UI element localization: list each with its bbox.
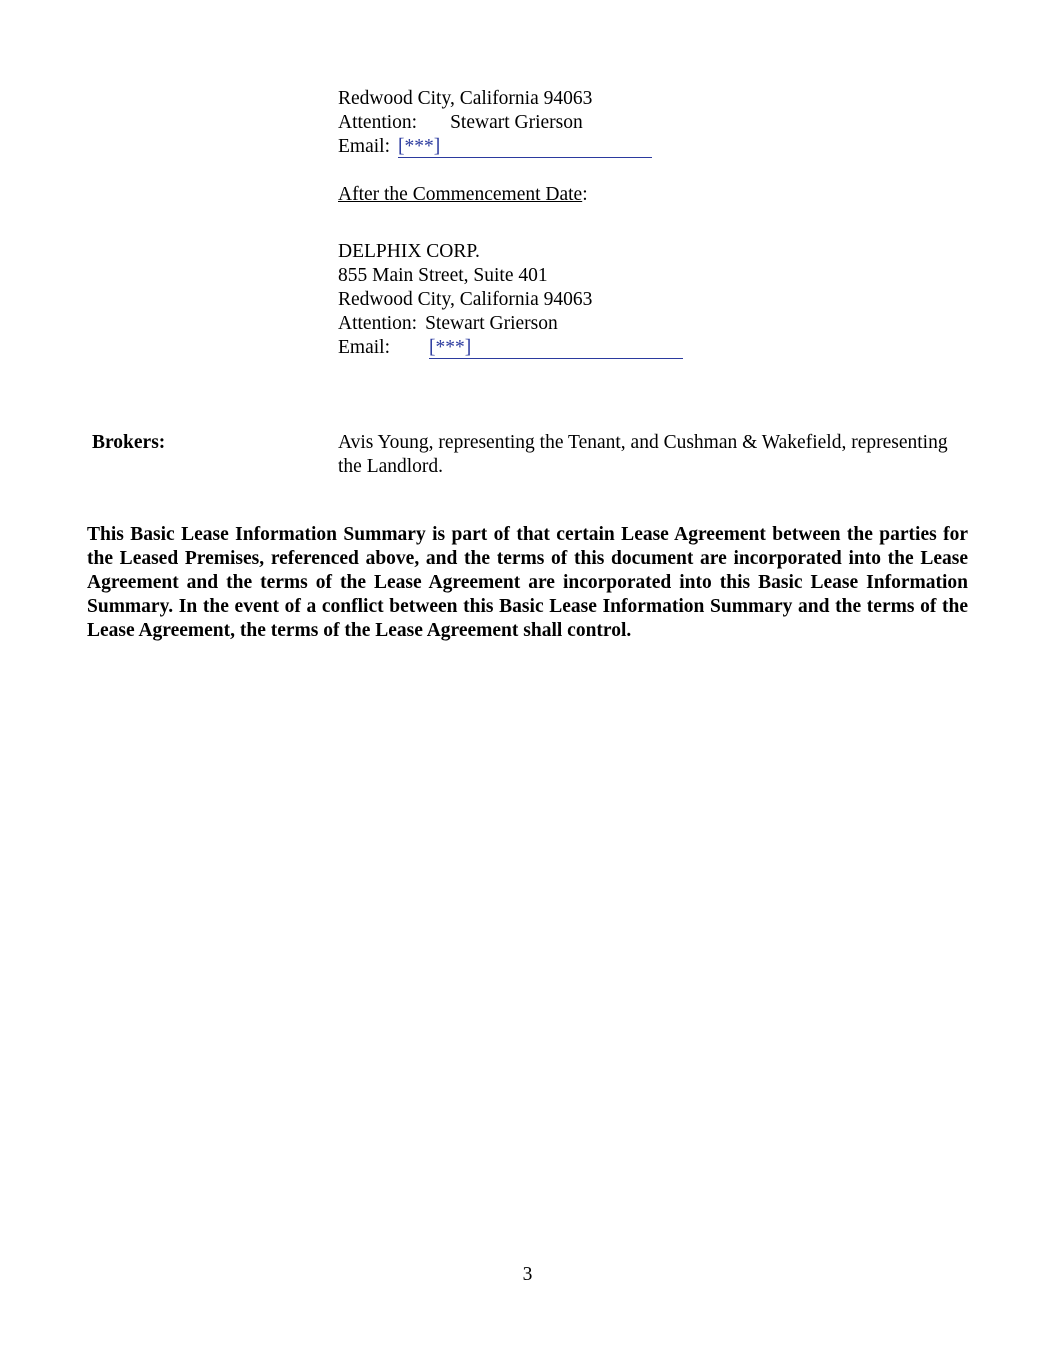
attention-name: Stewart Grierson [425, 313, 558, 334]
brokers-label: Brokers: [92, 432, 166, 453]
page-number: 3 [522, 1264, 533, 1285]
attention-name: Stewart Grierson [450, 112, 583, 133]
email-line [338, 336, 683, 360]
email-line [338, 135, 652, 159]
email-label: Email: [338, 136, 390, 157]
after-commencement-heading: After the Commencement Date [338, 184, 583, 205]
notice-address-after [338, 240, 683, 360]
summary-paragraph: This Basic Lease Information Summary is part of that certain Lease Agreement between the parties for the Leased Premises, referenced above, and the terms of this document are incorporated into the Lease Agreement and the terms of the Lease Agreement are incorporated into this Basic Lease Information Summary. In the event of a conflict between this Basic Lease Information Summary and the terms of the Lease Agreement, the terms of the Lease Agreement shall control. [87, 524, 968, 641]
street-line: 855 Main Street, Suite 401 [338, 265, 548, 286]
email-label: Email: [338, 337, 390, 358]
attention-line [338, 111, 652, 135]
heading-colon: : [582, 184, 588, 205]
email-link[interactable]: [***] [429, 338, 683, 359]
city-line: Redwood City, California 94063 [338, 289, 593, 310]
company-name: DELPHIX CORP. [338, 241, 480, 262]
email-link[interactable]: [***] [398, 137, 652, 158]
notice-address-before [338, 87, 652, 159]
attention-label: Attention: [338, 313, 418, 334]
after-commencement-heading-row [338, 183, 588, 207]
attention-label: Attention: [338, 112, 418, 133]
attention-line [338, 312, 683, 336]
brokers-text: Avis Young, representing the Tenant, and Cushman & Wakefield, representing the Landlord. [338, 432, 948, 477]
city-line: Redwood City, California 94063 [338, 88, 593, 109]
